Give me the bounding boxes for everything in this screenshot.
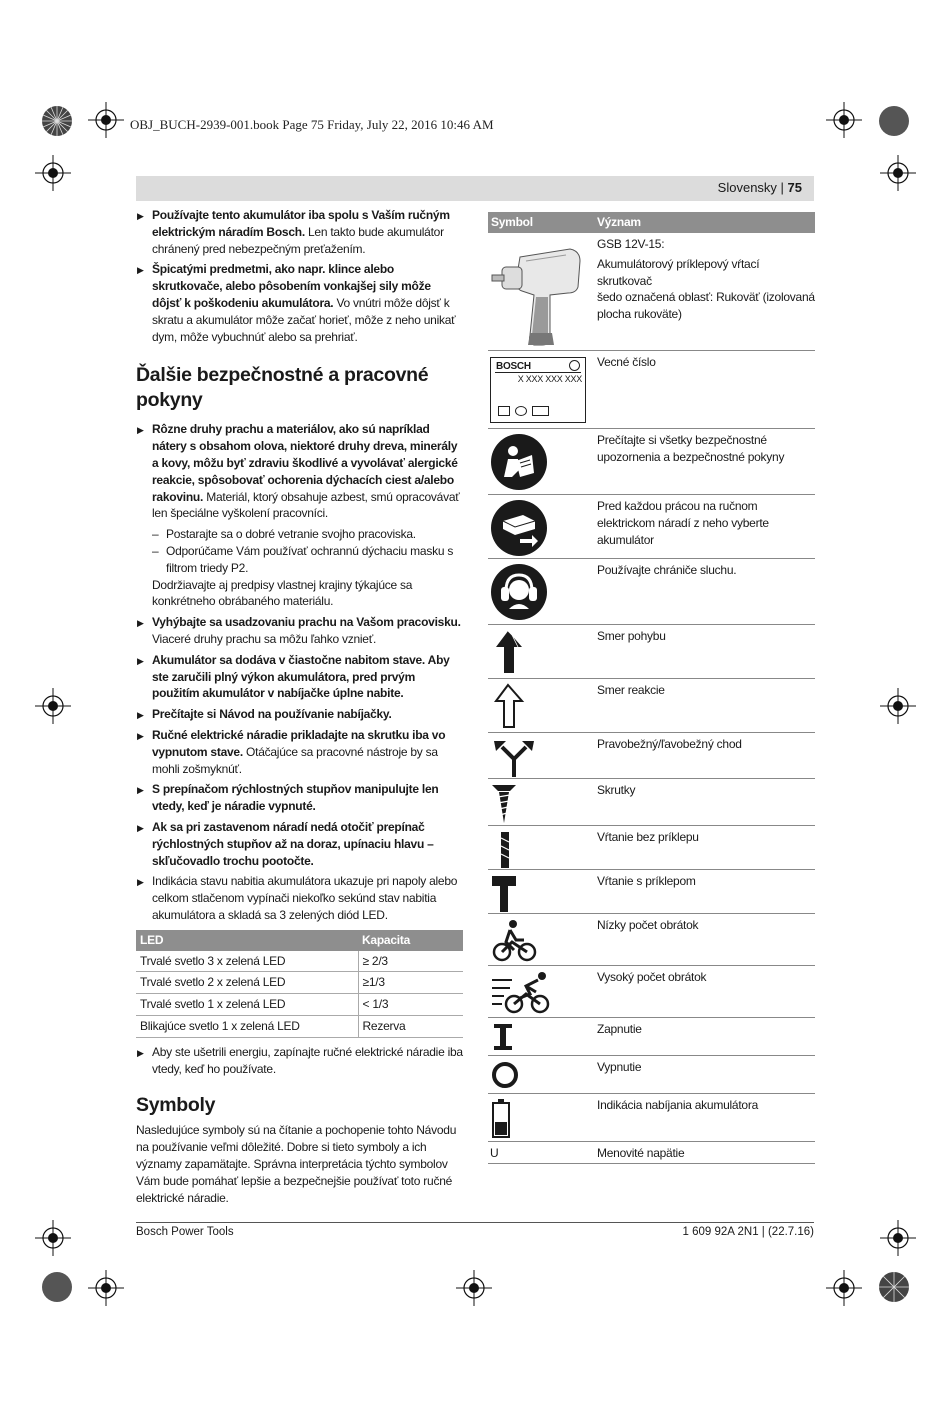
header-language-page	[718, 180, 802, 195]
bullet-bold: Prečítajte si Návod na používanie nabíjačky.	[152, 707, 392, 722]
bullet-charge-indicator: ▶ Indikácia stavu nabitia akumulátora ukazuje pri napoly alebo celkom stlačenom vypínači niekoľko sekúnd stav nabitia akumulátora a skladá sa 3 zelených diód LED.	[136, 873, 463, 923]
drill-grip-area: šedo označená oblasť: Rukoväť (izolovaná plocha rukoväte)	[597, 290, 815, 322]
motion-arrow-icon	[490, 629, 530, 675]
symbol-row-read-manual	[488, 429, 815, 495]
symbol-row-impact-drilling	[488, 870, 815, 914]
reaction-meaning: Smer reakcie	[597, 683, 665, 697]
crosshair-mark-bottom-center	[456, 1270, 492, 1306]
bosch-logo-icon	[569, 360, 580, 371]
header-separator: |	[776, 180, 788, 195]
crosshair-mark-right-upper	[880, 155, 916, 191]
heading-safety: Ďalšie bezpečnostné a pracovné pokyny	[136, 364, 429, 412]
motion-meaning: Smer pohybu	[597, 629, 666, 643]
voltage-meaning: Menovité napätie	[597, 1146, 685, 1160]
table-cell: Trvalé svetlo 1 x zelená LED	[136, 994, 358, 1016]
symbol-row-rotation	[488, 733, 815, 779]
power-off-icon	[490, 1060, 524, 1090]
symbol-row-on	[488, 1018, 815, 1056]
bullet-dust-hazard	[136, 421, 463, 522]
off-meaning: Vypnutie	[597, 1060, 642, 1074]
symbol-row-article-number	[488, 351, 815, 429]
led-table-header-led: LED	[136, 930, 358, 951]
bullet-gear-switch	[136, 781, 463, 815]
charge-indicator-meaning: Indikácia nabíjania akumulátora	[597, 1098, 759, 1112]
high-speed-meaning: Vysoký počet obrátok	[597, 970, 707, 984]
rotation-meaning: Pravobežný/ľavobežný chod	[597, 737, 742, 751]
drill-model: GSB 12V-15:	[597, 237, 665, 251]
table-cell: < 1/3	[358, 994, 463, 1016]
symbol-row-off	[488, 1056, 815, 1094]
table-cell: Rezerva	[358, 1016, 463, 1038]
crosshair-mark-top	[88, 102, 124, 138]
bullet-text: Len takto bude akumulátor chránený pred nebezpečným preťažením.	[152, 224, 444, 256]
screws-meaning: Skrutky	[597, 783, 636, 797]
symbol-row-drilling	[488, 826, 815, 870]
bullet-text: Vo vnútri môže dôjsť k skratu a akumulátor môže začať horieť, môže z neho unikať dym, môže vybuchnúť alebo sa prehriať.	[152, 295, 456, 344]
bullet-battery-use	[136, 207, 463, 257]
bullet-bold: Akumulátor sa dodáva v čiastočne nabitom stave. Aby ste zaručili plný výkon akumulátora, pred prvým použitím akumulátor v nabíjačke úplne nabite.	[152, 652, 450, 701]
bullet-text: Viaceré druhy prachu sa môžu ľahko vznieť.	[152, 631, 377, 646]
table-cell: Trvalé svetlo 3 x zelená LED	[136, 951, 358, 972]
bullet-bold: S prepínačom rýchlostných stupňov manipulujte len vtedy, keď je náradie vypnuté.	[152, 782, 439, 814]
bullet-apply-switched-off	[136, 727, 463, 777]
table-cell: ≥1/3	[358, 972, 463, 994]
bullet-text: Materiál, ktorý obsahuje azbest, smú opracovávať len špeciálne vyškolení pracovníci.	[152, 489, 460, 521]
registration-mark-bottom-left	[40, 1270, 74, 1304]
crosshair-mark-right-lower	[880, 1220, 916, 1256]
note-regulations: Dodržiavajte aj predpisy vlastnej krajiny týkajúce sa konkrétneho obrábaného materiálu.	[152, 577, 413, 609]
footer-doc-number: 1 609 92A 2N1 | (22.7.16)	[682, 1226, 814, 1238]
bullet-charge-first	[136, 652, 463, 702]
drilling-meaning: Vŕtanie bez príklepu	[597, 830, 699, 844]
crosshair-mark-right-middle	[880, 688, 916, 724]
bullet-bold: Ručné elektrické náradie prikladajte na skrutku iba vo vypnutom stave.	[152, 727, 446, 759]
table-row	[136, 972, 463, 994]
voltage-symbol: U	[490, 1146, 499, 1160]
plate-brand: BOSCH	[496, 361, 531, 372]
symbol-row-charge-indicator	[488, 1094, 815, 1142]
table-row	[136, 951, 463, 972]
symbols-table	[488, 212, 815, 1164]
on-meaning: Zapnutie	[597, 1022, 642, 1036]
led-table-header-capacity: Kapacita	[358, 930, 463, 951]
remove-battery-icon	[490, 499, 548, 557]
bullet-dust-deposit	[136, 614, 463, 648]
dash-mask: – Odporúčame Vám používať ochrannú dýchaciu masku s filtrom triedy P2.	[136, 543, 463, 577]
high-speed-cyclist-icon	[490, 970, 556, 1016]
heading-symbols: Symboly	[136, 1094, 216, 1117]
symbol-row-ear-protection	[488, 559, 815, 625]
table-cell: ≥ 2/3	[358, 951, 463, 972]
symbol-row-low-speed	[488, 914, 815, 966]
crosshair-mark-top-right	[826, 102, 862, 138]
registration-mark-top-left	[40, 104, 74, 138]
read-manual-icon	[490, 433, 548, 491]
crosshair-mark-bottom-right	[826, 1270, 862, 1306]
drill-description: Akumulátorový príklepový vŕtací skrutkovač	[597, 256, 760, 288]
symbol-row-high-speed	[488, 966, 815, 1018]
left-column	[136, 207, 463, 1206]
screw-icon	[490, 783, 520, 825]
header-meaning: Význam	[597, 215, 641, 229]
symbol-row-motion	[488, 625, 815, 679]
footer-brand: Bosch Power Tools	[136, 1226, 234, 1238]
drill-illustration-icon	[490, 237, 586, 347]
footer-rule	[136, 1222, 814, 1223]
hammer-icon	[490, 874, 520, 914]
ear-protection-icon	[490, 563, 548, 621]
bullet-save-energy: ▶ Aby ste ušetrili energiu, zapínajte ručné elektrické náradie iba vtedy, keď ho používate.	[136, 1044, 463, 1078]
bullet-bold: Ak sa pri zastavenom náradí nedá otočiť prepínač rýchlostných stupňov až na doraz, upínaciu hlavu – skľučovadlo trochu pootočte.	[152, 819, 434, 868]
symbol-row-voltage	[488, 1142, 815, 1164]
table-cell: Blikajúce svetlo 1 x zelená LED	[136, 1016, 358, 1038]
symbol-row-reaction	[488, 679, 815, 733]
bullet-text: Otáčajúce sa pracovné nástroje by sa mohli zošmyknúť.	[152, 744, 438, 776]
page-number: 75	[787, 180, 802, 195]
book-metadata-line: OBJ_BUCH-2939-001.book Page 75 Friday, July 22, 2016 10:46 AM	[130, 117, 494, 132]
bullet-battery-damage	[136, 261, 463, 345]
ear-protection-meaning: Používajte chrániče sluchu.	[597, 563, 737, 577]
impact-drilling-meaning: Vŕtanie s príklepom	[597, 874, 696, 888]
power-on-icon	[490, 1022, 520, 1052]
dash-ventilation: – Postarajte sa o dobré vetranie svojho pracoviska.	[136, 526, 463, 543]
drill-bit-icon	[490, 830, 520, 870]
low-speed-meaning: Nízky počet obrátok	[597, 918, 699, 932]
drill-meaning	[597, 236, 815, 323]
bullet-bold: Používajte tento akumulátor iba spolu s Vaším ručným elektrickým náradím Bosch.	[152, 208, 450, 239]
low-speed-cyclist-icon	[490, 918, 538, 964]
battery-icon	[490, 1098, 514, 1140]
symbol-row-drill	[488, 233, 815, 351]
symbols-intro: Nasledujúce symboly sú na čítanie a pochopenie tohto Návodu na používanie veľmi dôležité. Dobre si tieto symboly a ich významy zapamätajte. Správna interpretácia týchto symbolov Vám bude pomáhať lepšie a bezpečnejšie používať toto ručné elektrické náradie.	[136, 1123, 457, 1205]
type-plate-icon	[490, 357, 586, 423]
bullet-read-charger-manual	[136, 706, 463, 723]
symbol-row-screws	[488, 779, 815, 826]
reaction-arrow-icon	[490, 683, 530, 729]
bullet-gear-stop	[136, 819, 463, 869]
symbols-table-header	[488, 212, 815, 233]
table-row	[136, 994, 463, 1016]
header-symbol: Symbol	[491, 215, 533, 229]
bullet-bold: Špicatými predmetmi, ako napr. klince alebo skrutkovače, alebo pôsobením vonkajšej sily môže dôjsť k poškodeniu akumulátora.	[152, 262, 431, 310]
registration-mark-top-right	[877, 104, 911, 138]
table-cell: Trvalé svetlo 2 x zelená LED	[136, 972, 358, 994]
symbol-row-remove-battery	[488, 495, 815, 559]
forward-reverse-icon	[490, 737, 538, 777]
table-row	[136, 1016, 463, 1038]
crosshair-mark-left-upper	[35, 155, 71, 191]
bullet-bold: Rôzne druhy prachu a materiálov, ako sú napríklad nátery s obsahom olova, niektoré druhy dreva, minerály a kovy, môžu byť zdraviu škodlivé a vyvolávať alergické reakcie, spôsobovať ochorenia dýchacích ciest a/alebo rakovinu.	[152, 422, 458, 504]
crosshair-mark-left-middle	[35, 688, 71, 724]
article-number-meaning: Vecné číslo	[597, 355, 656, 369]
header-language: Slovensky	[717, 180, 777, 195]
crosshair-mark-bottom-left	[88, 1270, 124, 1306]
plate-number: X XXX XXX XXX	[517, 374, 582, 384]
registration-mark-bottom-right	[877, 1270, 911, 1304]
read-manual-meaning: Prečítajte si všetky bezpečnostné upozornenia a bezpečnostné pokyny	[597, 433, 785, 464]
led-table	[136, 930, 463, 1038]
remove-battery-meaning: Pred každou prácou na ručnom elektrickom náradí z neho vyberte akumulátor	[597, 499, 769, 547]
bullet-bold: Vyhýbajte sa usadzovaniu prachu na Vašom pracovisku.	[152, 615, 461, 630]
page-header-band	[136, 176, 814, 201]
crosshair-mark-left-lower	[35, 1220, 71, 1256]
